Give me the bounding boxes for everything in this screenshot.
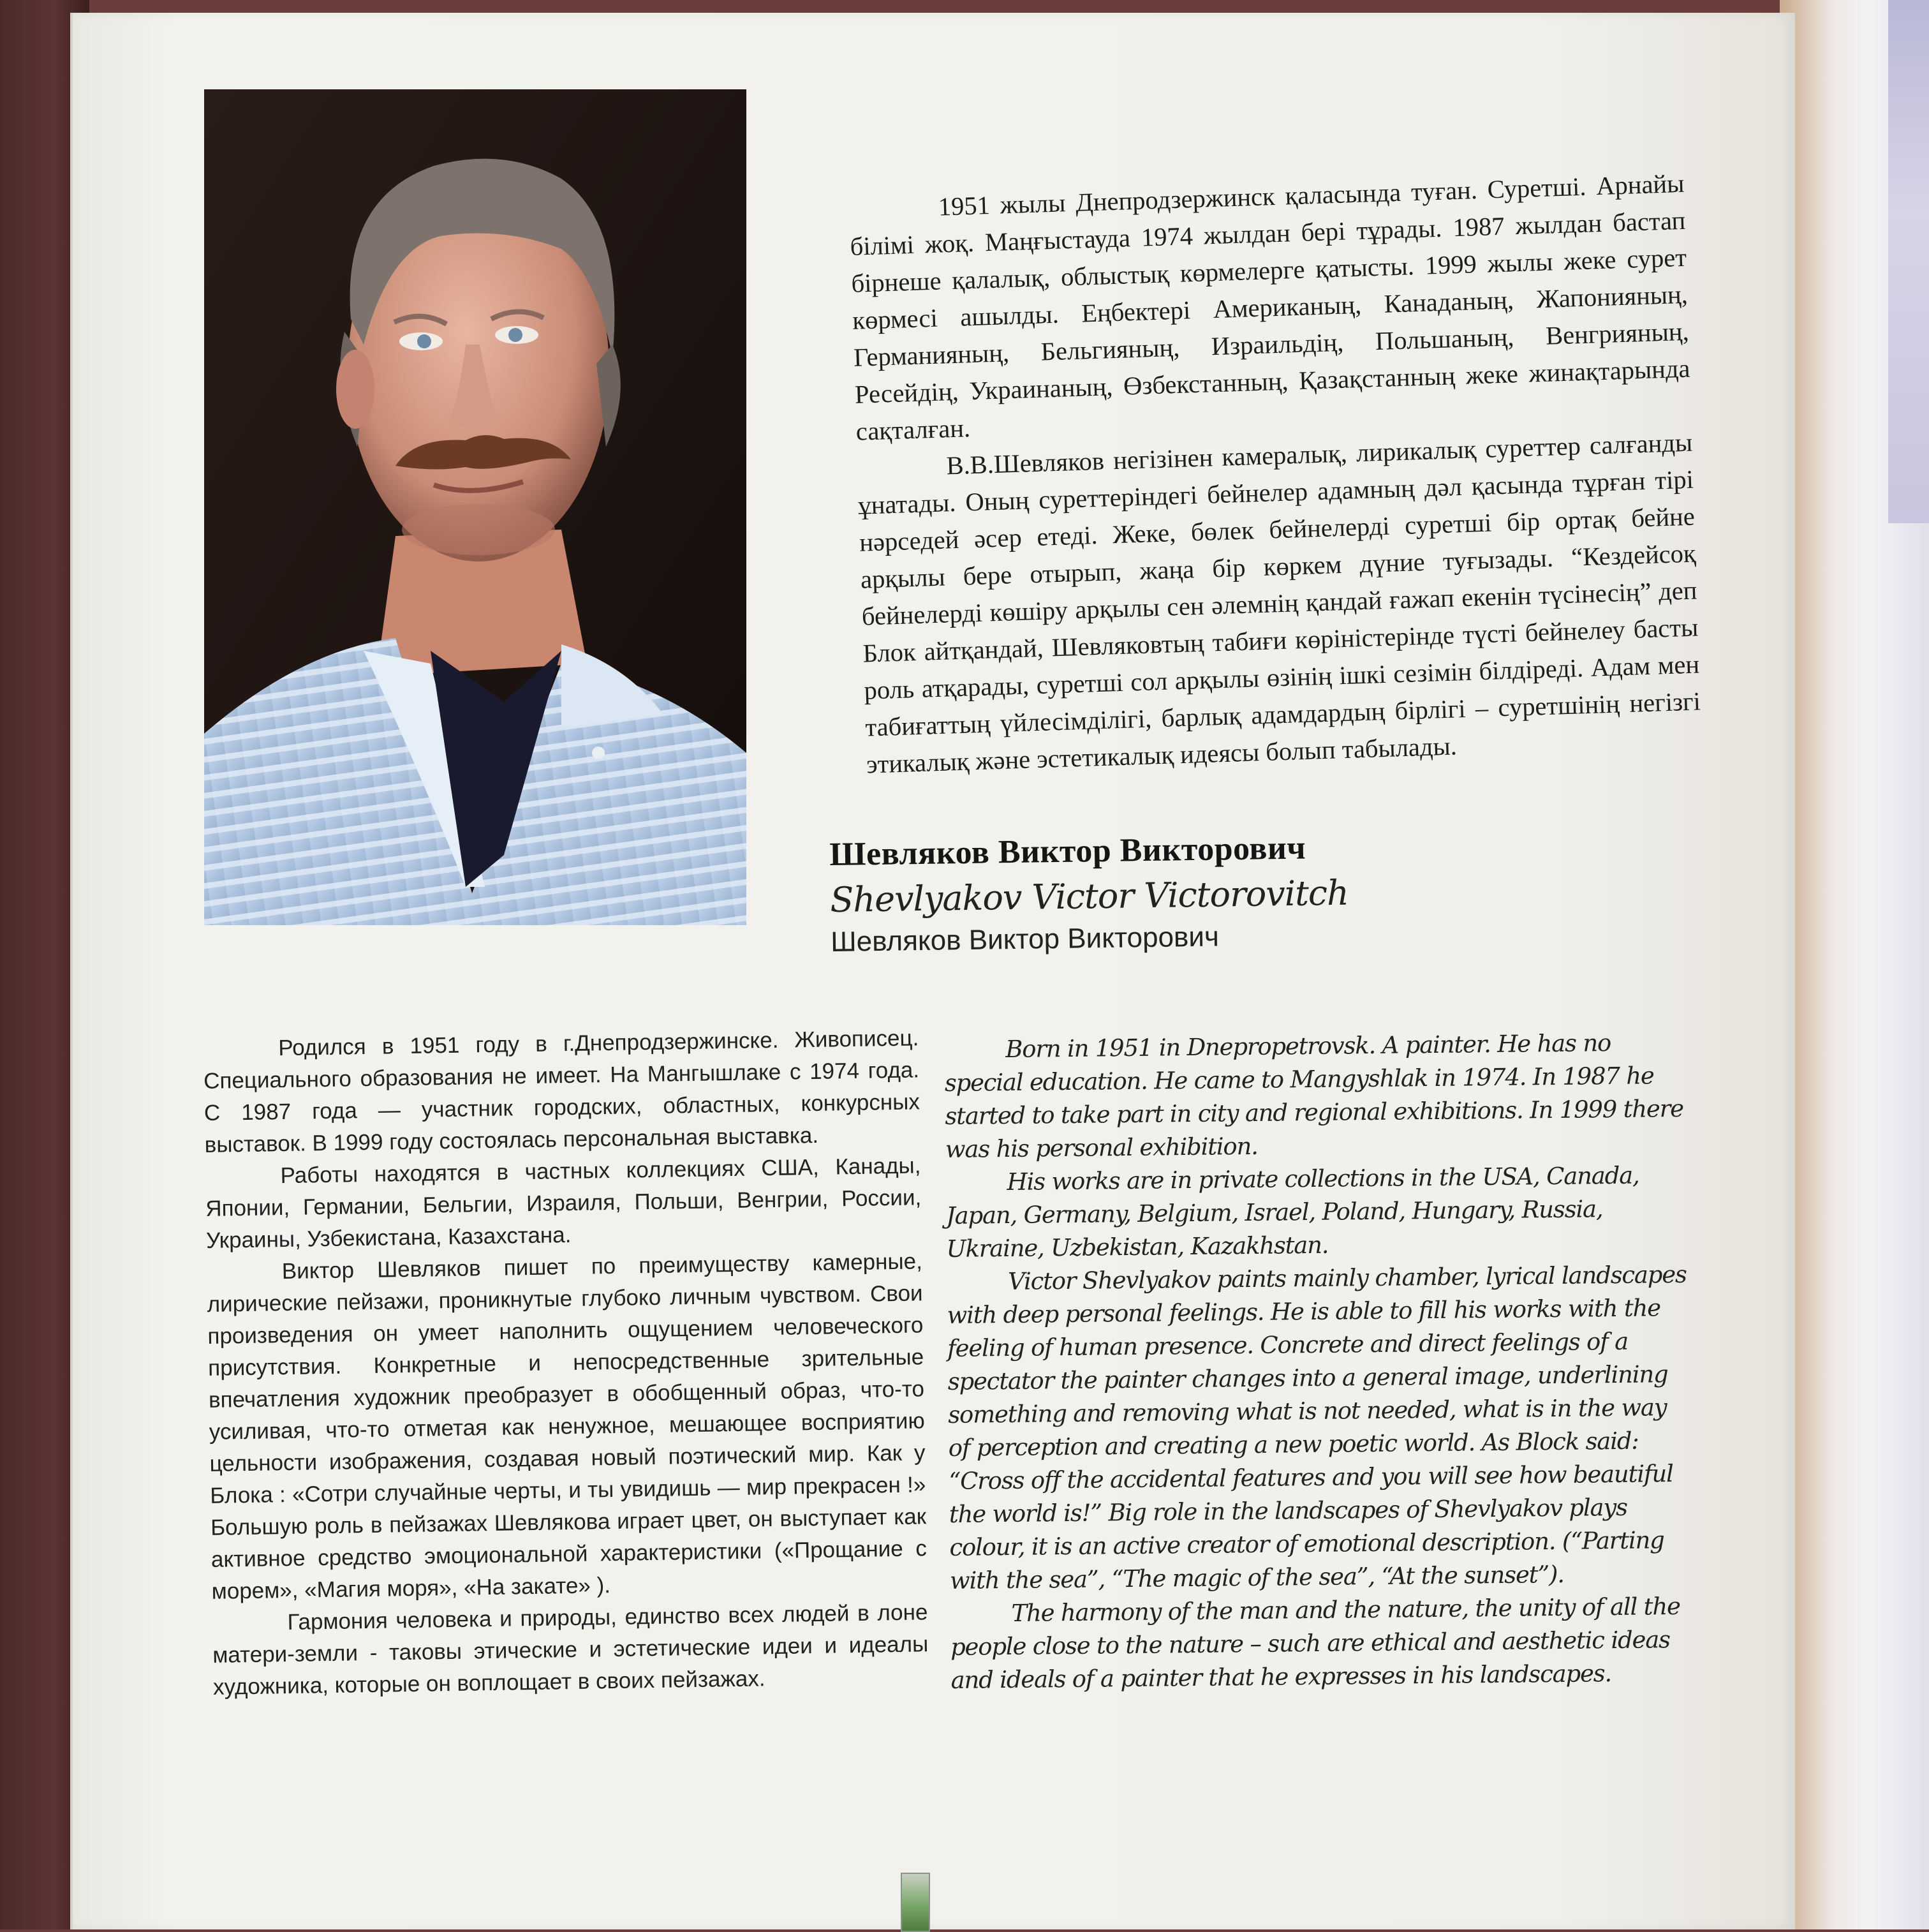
artist-portrait-photo [204, 89, 746, 925]
kazakh-paragraph: 1951 жылы Днепродзержинск қаласында туған. Суретші. Арнайы білімі жоқ. Маңғыстауда 1974 жылдан бері тұрады. 1987 жылдан бастап бірнеше қалалық, облыстық көрмелерге қатысты. 1999 жылы жеке сурет көрмесі ашылды. Еңбектері Американың, Канаданың, Жапонияның, Германияның, Бельгияның, Израильдің, Польшаның, Венгрияның, Ресейдің, Украинаның, Өзбекстанның, Қазақстанның жеке жинақтарында сақталған. [850, 168, 1691, 446]
kazakh-biography [848, 165, 1703, 784]
english-paragraph: Victor Shevlyakov paints mainly chamber, lyrical landscapes with deep personal feelings. He is able to fill his works with the feeling of human presence. Concrete and direct feelings of a spectator the painter changes into a general image, underlining something and removing what is not needed, what is in the way of perception and creating a new poetic world. As Block said: “Cross off the accidental features and you will see how beautiful the world is!” Big role in the landscapes of Shevlyakov plays colour, it is an active creator of emotional description. (“Parting with the sea”, “The magic of the sea”, “At the sunset”). [947, 1260, 1687, 1594]
russian-paragraph: Виктор Шевляков пишет по преимуществу камерные, лирические пейзажи, проникнутые глубоко личным чувством. Свои произведения он умеет наполнить ощущением человеческого присутствия. Конкретные и непосредственные зрительные впечатления художник преобразует в обобщенный образ, что-то усиливая, что-то отметая как ненужное, мешающее восприятию цельности изображения, создавая новый поэтический мир. Как у Блока : «Сотри случайные черты, и ты увидишь — мир прекрасен !» Большую роль в пейзажах Шевлякова играет цвет, он выступает как активное средство эмоциональной характеристики («Прощание с морем», «Магия моря», «На закате» ). [207, 1249, 928, 1604]
artist-name-russian: Шевляков Виктор Викторович [830, 921, 1220, 958]
kazakh-paragraph: В.В.Шевляков негізінен камералық, лирикалық суреттер салғанды ұнатады. Оның суреттеріндегі бейнелер адамның дәл қасында тұрған тірі нәрседей әсер етеді. Жеке, бөлек бейнелерді суретші бір ортақ бейне арқылы бере отырып, жаңа бір көркем дүние туғызады. “Кездейсоқ бейнелерді көшіру арқылы сен әлемнің қандай ғажап екенін түсінесің” деп Блок айтқандай, Шевляковтың табиғи көріністерінде түсті бейнелеу басты роль атқарады, суретші сол арқылы өзінің ішкі сезімін білдіреді. Адам мен табиғаттың үйлесімділігі, барлық адамдардың бірлігі – суретшінің негізгі этикалық және эстетикалық идеясы болып табылады. [857, 427, 1701, 779]
english-paragraph: His works are in private collections in the USA, Canada, Japan, Germany, Belgium, Israel, Poland, Hungary, Russia, Ukraine, Uzbekistan, Kazakhstan. [945, 1161, 1639, 1263]
russian-biography [203, 1022, 929, 1703]
english-biography [944, 1026, 1697, 1697]
russian-paragraph: Работы находятся в частных коллекциях США, Канады, Японии, Германии, Бельгии, Израиля, Польши, Венгрии, России, Украины, Узбекистана, Казахстана. [205, 1153, 922, 1253]
artist-name-english: Shevlyakov Victor Victorovitch [829, 872, 1349, 920]
russian-paragraph: Родился в 1951 году в г.Днепродзержинске. Живописец. Специального образования не имеет. На Мангышлаке с 1974 года. С 1987 года — участник городских, областных, конкурсных выставок. В 1999 году состоялась персональная выставка. [203, 1025, 920, 1157]
russian-paragraph: Гармония человека и природы, единство всех людей в лоне матери-земли - таковы этические и эстетические идеи и идеалы художника, которые он воплощает в своих пейзажах. [212, 1600, 929, 1700]
artist-name-block [829, 825, 1597, 958]
bookmark-ribbon [901, 1873, 930, 1932]
english-paragraph: The harmony of the man and the nature, the unity of all the people close to the nature – such are ethical and aesthetic ideas and ideals of a painter that he expresses in his landscapes. [950, 1592, 1680, 1694]
english-paragraph: Born in 1951 in Dnepropetrovsk. A painter. He has no special education. He came to Mangyshlak in 1974. In 1987 he started to take part in city and regional exhibitions. In 1999 there was his personal exhibition. [944, 1029, 1683, 1163]
next-page-title-fragment [587, 1910, 855, 1929]
adjacent-artwork [1888, 0, 1929, 523]
artist-name-kazakh: Шевляков Виктор Викторович [829, 829, 1306, 873]
